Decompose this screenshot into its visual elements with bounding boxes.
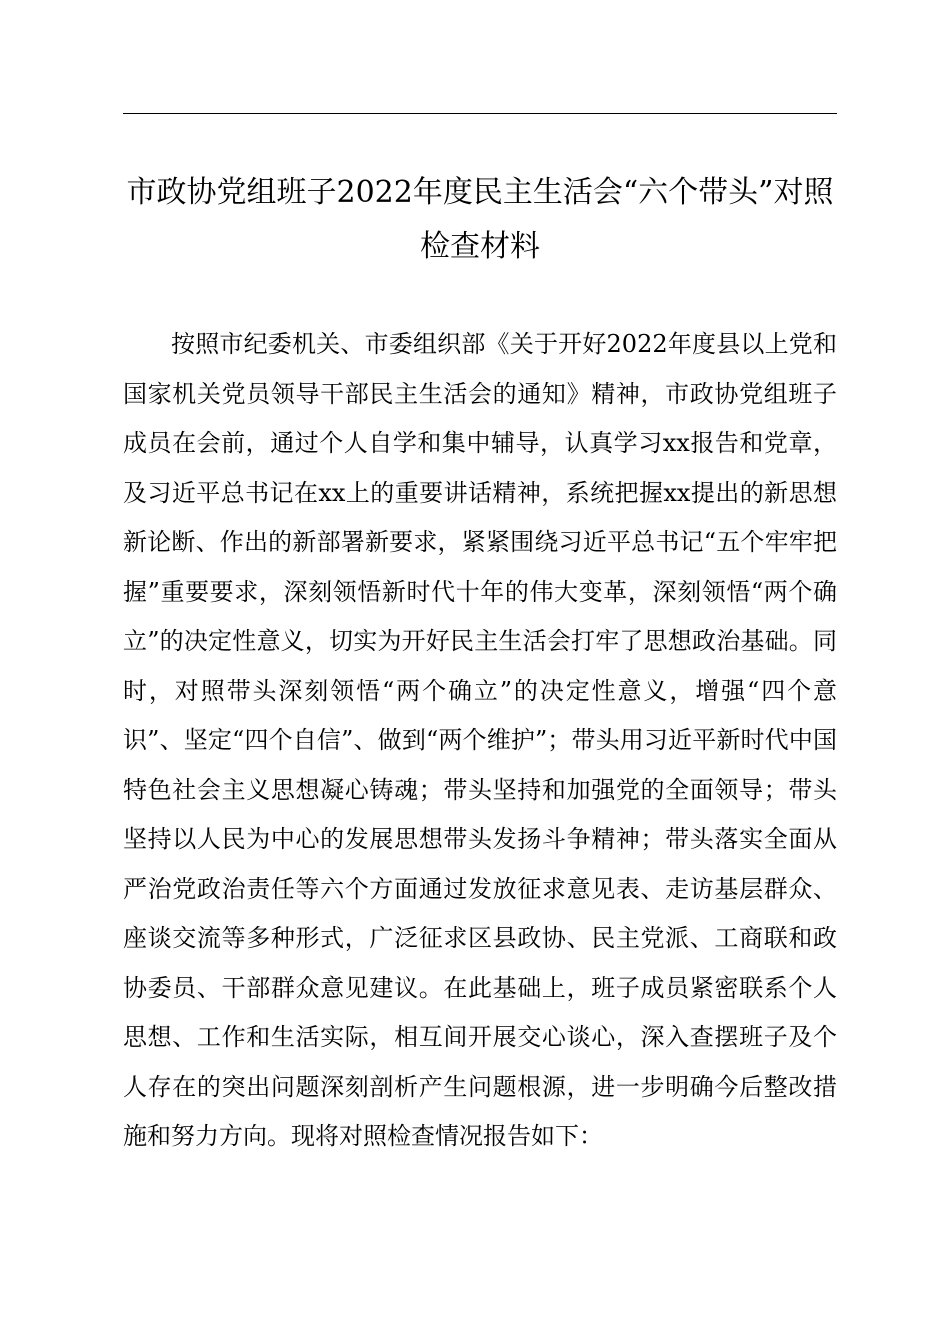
body-paragraph: 按照市纪委机关、市委组织部《关于开好2022年度县以上党和国家机关党员领导干部民主生活会的通知》精神，市政协党组班子成员在会前，通过个人自学和集中辅导，认真学习xx报告和党章，及习近平总书记在xx上的重要讲话精神，系统把握xx提出的新思想新论断、作出的新部署新要求，紧紧围绕习近平总书记“五个牢牢把握”重要要求，深刻领悟新时代十年的伟大变革，深刻领悟“两个确立”的决定性意义，切实为开好民主生活会打牢了思想政治基础。同时，对照带头深刻领悟“两个确立”的决定性意义，增强“四个意识”、坚定“四个自信”、做到“两个维护”；带头用习近平新时代中国特色社会主义思想凝心铸魂；带头坚持和加强党的全面领导；带头坚持以人民为中心的发展思想带头发扬斗争精神；带头落实全面从严治党政治责任等六个方面通过发放征求意见表、走访基层群众、座谈交流等多种形式，广泛征求区县政协、民主党派、工商联和政协委员、干部群众意见建议。在此基础上，班子成员紧密联系个人思想、工作和生活实际，相互间开展交心谈心，深入查摆班子及个人存在的突出问题深刻剖析产生问题根源，进一步明确今后整改措施和努力方向。现将对照检查情况报告如下： (123, 330, 837, 1150)
header-rule (123, 113, 837, 114)
document-title: 市政协党组班子2022年度民主生活会“六个带头”对照检查材料 (126, 175, 834, 264)
